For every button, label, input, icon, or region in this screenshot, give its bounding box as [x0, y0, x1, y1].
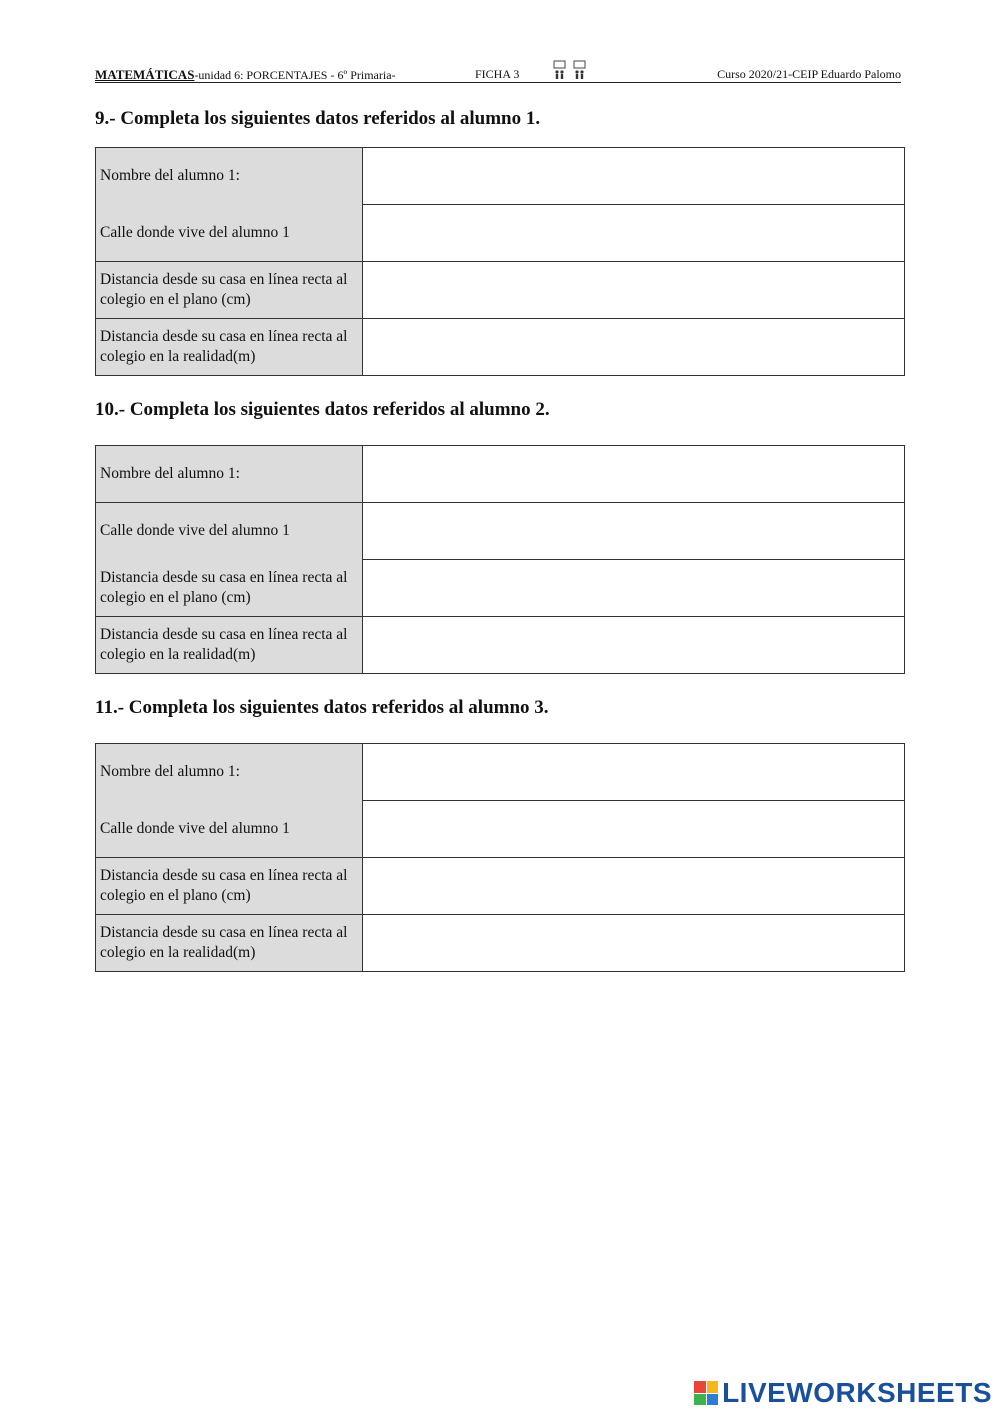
data-table: [95, 147, 905, 376]
answer-field[interactable]: [363, 262, 905, 319]
row-label: Distancia desde su casa en línea recta al colegio en el plano (cm): [96, 262, 363, 319]
row-label: Calle donde vive del alumno 1: [96, 205, 363, 262]
row-label: Distancia desde su casa en línea recta al colegio en el plano (cm): [96, 560, 363, 617]
data-table: [95, 743, 905, 972]
header-subject-line: [95, 67, 396, 83]
row-label: Nombre del alumno 1:: [96, 446, 363, 503]
answer-field[interactable]: [363, 560, 905, 617]
row-label: Nombre del alumno 1:: [96, 148, 363, 205]
data-table: [95, 445, 905, 674]
answer-field[interactable]: [363, 446, 905, 503]
answer-field[interactable]: [363, 858, 905, 915]
answer-field[interactable]: [363, 617, 905, 674]
table-row: [96, 617, 905, 674]
table-row: [96, 319, 905, 376]
header-sheet: FICHA 3: [475, 67, 520, 81]
table-row: [96, 744, 905, 801]
table-row: [96, 915, 905, 972]
row-label: Calle donde vive del alumno 1: [96, 801, 363, 858]
table-row: [96, 205, 905, 262]
section-title: 11.- Completa los siguientes datos referidos al alumno 3.: [95, 697, 549, 718]
row-label: Distancia desde su casa en línea recta al colegio en la realidad(m): [96, 617, 363, 674]
page-header: [95, 60, 901, 83]
answer-field[interactable]: [363, 205, 905, 262]
table-row: [96, 446, 905, 503]
answer-field[interactable]: [363, 503, 905, 560]
row-label: Calle donde vive del alumno 1: [96, 503, 363, 560]
brand-name: LIVEWORKSHEETS: [722, 1377, 992, 1408]
row-label: Distancia desde su casa en línea recta al colegio en el plano (cm): [96, 858, 363, 915]
table-row: [96, 560, 905, 617]
row-label: Distancia desde su casa en línea recta al colegio en la realidad(m): [96, 915, 363, 972]
answer-field[interactable]: [363, 915, 905, 972]
table-row: [96, 148, 905, 205]
row-label: Distancia desde su casa en línea recta al colegio en la realidad(m): [96, 319, 363, 376]
children-icon: [552, 60, 590, 80]
answer-field[interactable]: [363, 744, 905, 801]
row-label: Nombre del alumno 1:: [96, 744, 363, 801]
answer-field[interactable]: [363, 319, 905, 376]
header-subject: MATEMÁTICAS: [95, 67, 195, 82]
table-row: [96, 801, 905, 858]
section-title: 9.- Completa los siguientes datos referidos al alumno 1.: [95, 108, 541, 129]
table-row: [96, 262, 905, 319]
answer-field[interactable]: [363, 801, 905, 858]
answer-field[interactable]: [363, 148, 905, 205]
section-title: 10.- Completa los siguientes datos referidos al alumno 2.: [95, 399, 550, 420]
header-course: Curso 2020/21-CEIP Eduardo Palomo: [717, 67, 901, 81]
liveworksheets-logo-icon: [694, 1381, 718, 1405]
brand-watermark: [694, 1377, 992, 1409]
header-unit: -unidad 6: PORCENTAJES - 6º Primaria-: [194, 68, 396, 82]
table-row: [96, 858, 905, 915]
table-row: [96, 503, 905, 560]
